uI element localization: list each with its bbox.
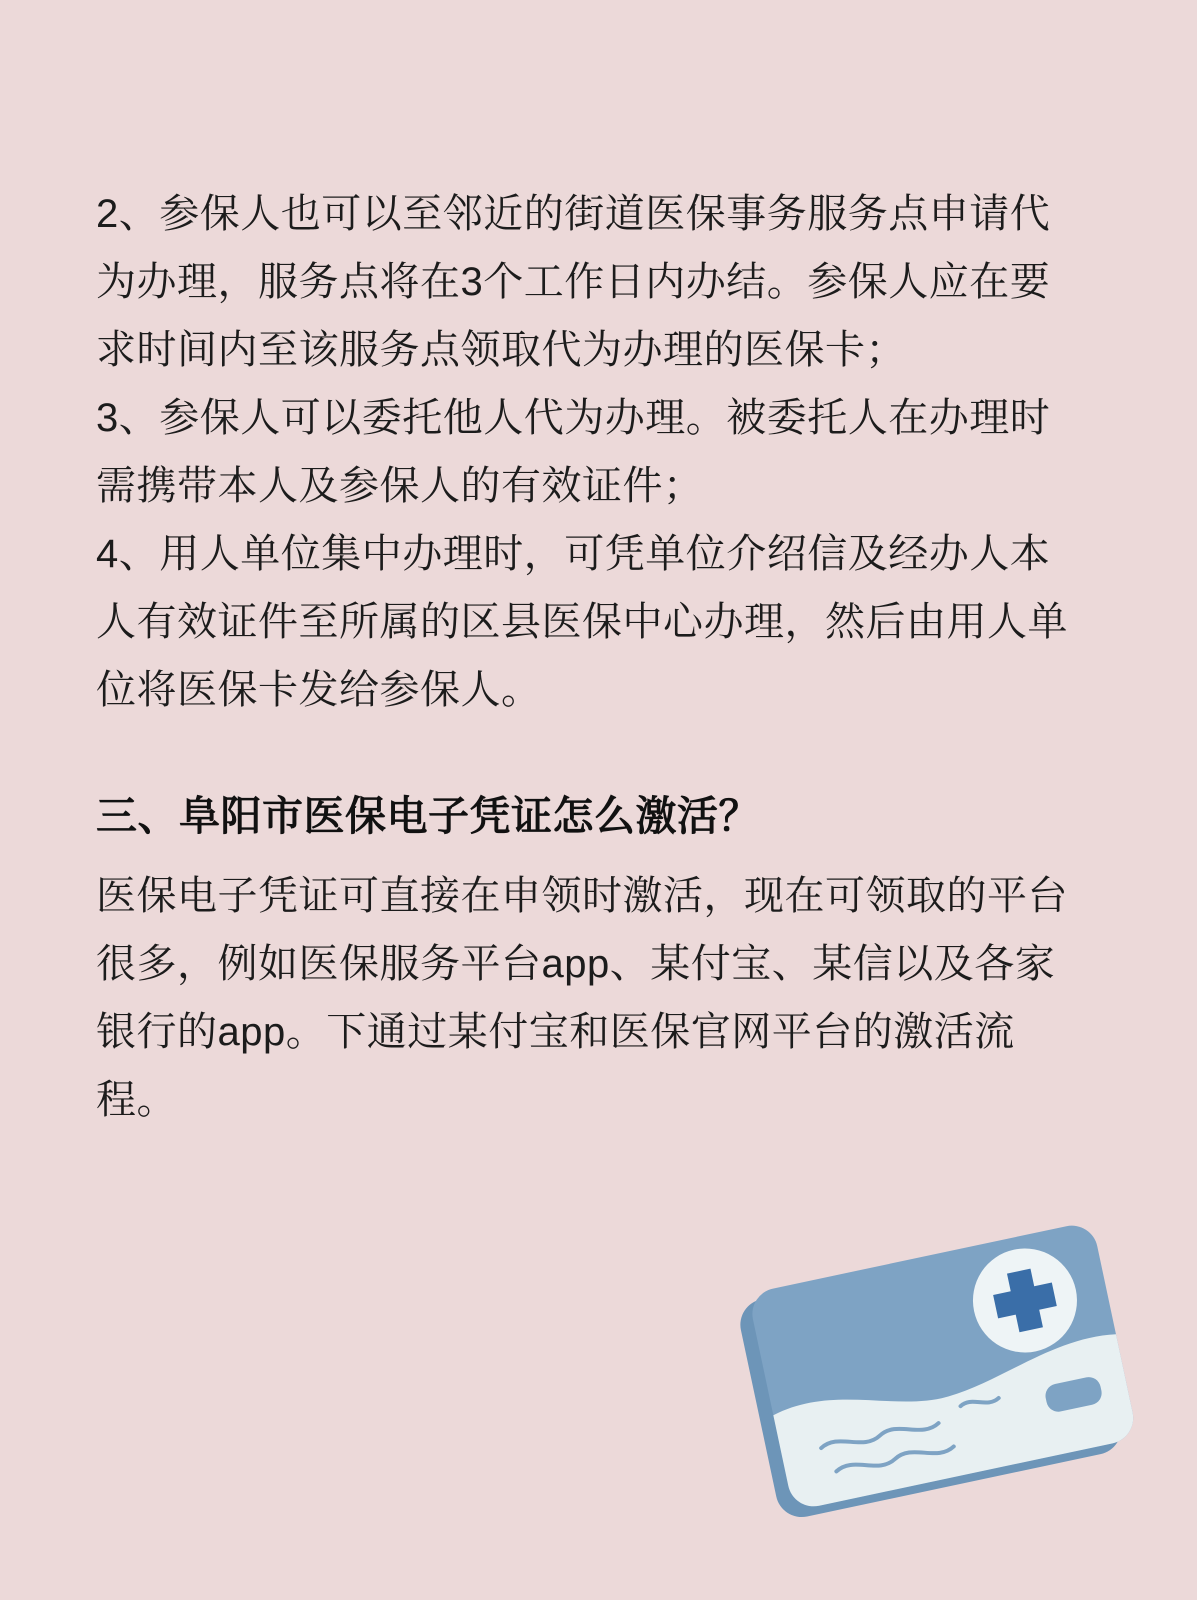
section-heading: 三、阜阳市医保电子凭证怎么激活？ <box>96 793 760 839</box>
article-content <box>96 180 1076 1134</box>
heading-spacer <box>96 846 1076 862</box>
section-spacer <box>96 724 1076 786</box>
list-item: 3、参保人可以委托他人代为办理。被委托人在办理时需携带本人及参保人的有效证件； <box>96 396 1051 508</box>
list-item: 2、参保人也可以至邻近的街道医保事务服务点申请代为办理，服务点将在3个工作日内办结。参保人应在要求时间内至该服务点领取代为办理的医保卡； <box>96 192 1051 372</box>
list-item: 4、用人单位集中办理时，可凭单位介绍信及经办人本人有效证件至所属的区县医保中心办理，然后由用人单位将医保卡发给参保人。 <box>96 532 1068 712</box>
section-body-paragraph: 医保电子凭证可直接在申领时激活，现在可领取的平台很多，例如医保服务平台app、某付宝、某信以及各家银行的app。下通过某付宝和医保官网平台的激活流程。 <box>96 874 1068 1122</box>
medical-insurance-card-illustration <box>739 1212 1139 1542</box>
